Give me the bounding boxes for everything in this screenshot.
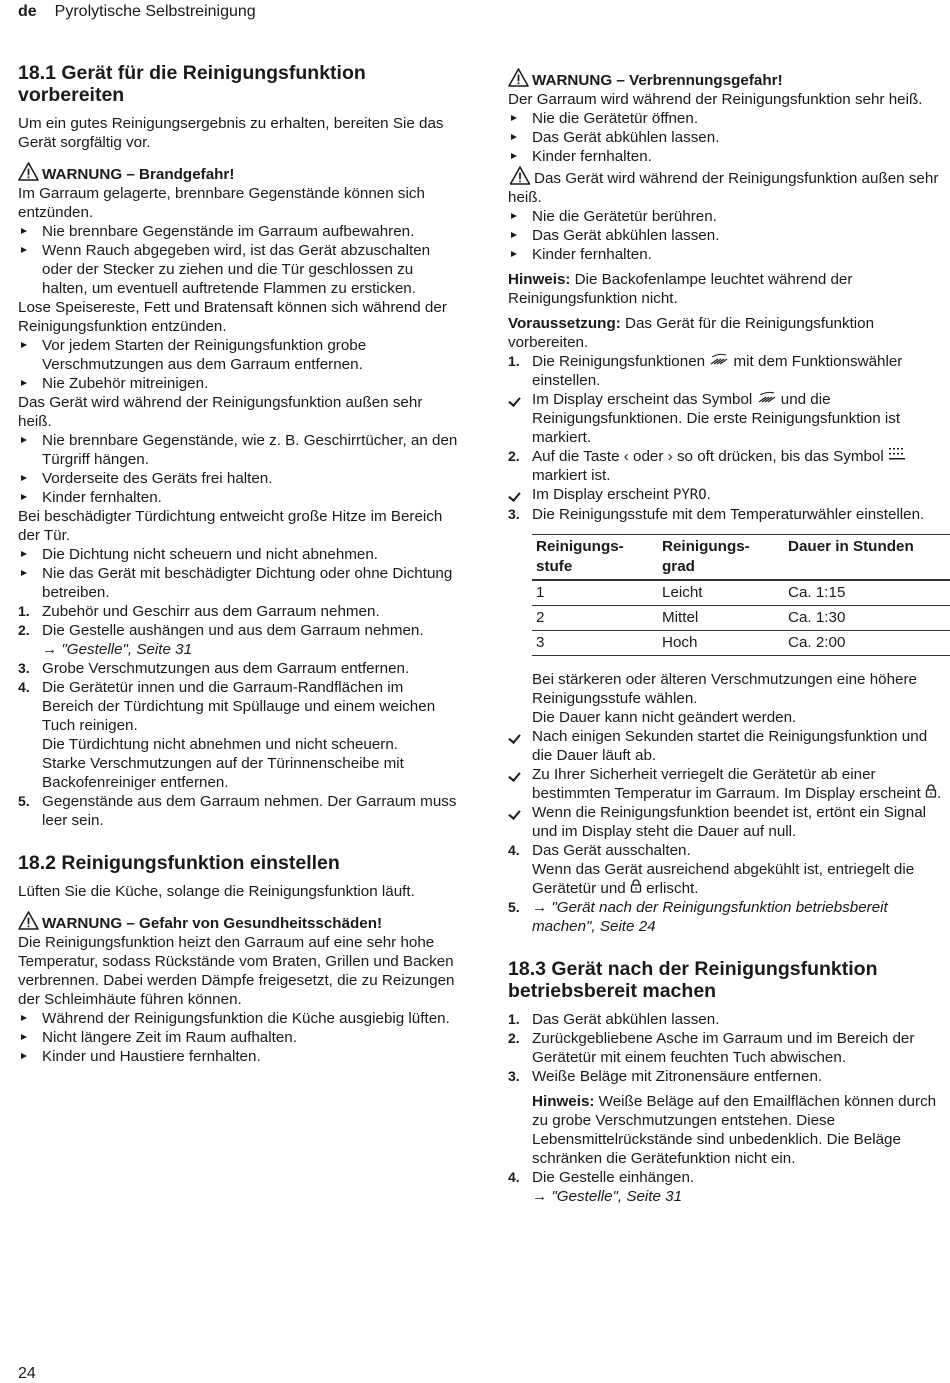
table-header: Reinigungs-stufe [532, 535, 658, 581]
right-arrow-key-icon: › [667, 448, 673, 465]
setting-steps-list [508, 447, 948, 485]
lock-icon [630, 879, 642, 893]
result-check: Wenn die Reinigungsfunktion beendet ist, ertönt ein Signal und im Display steht die Dauer auf null. [508, 803, 948, 841]
prep-steps-list [18, 602, 458, 830]
cross-reference-link[interactable]: → "Gerät nach der Reinigungsfunktion betriebsbereit machen", Seite 24 [532, 899, 888, 935]
warning-text: Der Garraum wird während der Reinigungsfunktion sehr heiß. [508, 91, 923, 108]
warning-triangle-icon [18, 911, 42, 930]
step-item: 2. Zurückgebliebene Asche im Garraum und im Bereich der Gerätetür mit einem feuchten Tuch abwischen. [508, 1030, 915, 1066]
bullet-list [18, 336, 458, 393]
list-item: Kinder fernhalten. [18, 488, 458, 507]
step-item: 4. Die Gerätetür innen und die Garraum-Randflächen im Bereich der Türdichtung mit Spüllauge und einem weichen Tuch reinigen. Die Türdichtung nicht abnehmen und nicht scheuern. Starke Verschmutzungen auf der Türinnenscheibe mit Backofenreiniger entfernen. [18, 679, 436, 791]
step-item: 4. Die Gestelle einhängen. → "Gestelle", Seite 31 [508, 1169, 695, 1205]
hint-note: Hinweis: Weiße Beläge auf den Emailflächen können durch zu grobe Verschmutzungen entstehen. Diese Lebensmittelrückstände sind unbedenklich. Die Beläge schränken die Gerätefunktion nicht ein. [532, 1093, 937, 1167]
lock-icon [925, 784, 937, 798]
warning-text: Lose Speisereste, Fett und Bratensaft können sich während der Reinigungsfunktion entzünden. [18, 299, 447, 335]
warning-text: Die Reinigungsfunktion heizt den Garraum auf eine sehr hohe Temperatur, sodass Rückstände vom Braten, Grillen und Backen verbrennen. Dabei werden Dämpfe freigesetzt, die zu Reizungen der Schleimhäute führen können. [18, 934, 455, 1008]
pyrolysis-icon [709, 352, 729, 366]
page-number: 24 [18, 1365, 36, 1382]
list-item: Vor jedem Starten der Reinigungsfunktion grobe Verschmutzungen aus dem Garraum entfernen. [18, 336, 458, 374]
list-item: Kinder fernhalten. [508, 245, 948, 264]
after-cleaning-steps-list [508, 1010, 948, 1206]
step-item: 5. → "Gerät nach der Reinigungsfunktion betriebsbereit machen", Seite 24 [508, 899, 888, 935]
step-item: 1. Das Gerät abkühlen lassen. [508, 1011, 720, 1028]
list-item: Das Gerät abkühlen lassen. [508, 226, 948, 245]
step-item: 3. Weiße Beläge mit Zitronensäure entfernen. Hinweis: Weiße Beläge auf den Emailflächen können durch zu grobe Verschmutzungen entstehen. Diese Lebensmittelrückstände sind unbedenklich. Die Beläge schränken die Gerätefunktion nicht ein. [508, 1067, 948, 1168]
pyro-grid-icon [888, 447, 906, 461]
left-arrow-key-icon: ‹ [623, 448, 629, 465]
list-item: Nie das Gerät mit beschädigter Dichtung oder ohne Dichtung betreiben. [18, 564, 458, 602]
section-18-3-title: 18.3 Gerät nach der Reinigungsfunktion betriebsbereit machen [508, 958, 878, 1002]
bullet-list [18, 545, 458, 602]
right-column [508, 62, 948, 1206]
step-item: 2. Die Gestelle aushängen und aus dem Garraum nehmen. → "Gestelle", Seite 31 [18, 622, 424, 658]
list-item: Das Gerät abkühlen lassen. [508, 128, 948, 147]
list-item: Nie die Gerätetür öffnen. [508, 109, 948, 128]
warning-triangle-icon [508, 68, 532, 87]
cleaning-level-table [532, 534, 950, 656]
result-check: Im Display erscheint PYRO. [508, 485, 948, 505]
left-column [18, 62, 458, 1066]
language-code: de [18, 3, 37, 20]
setting-steps-list [508, 841, 948, 936]
step-item: 5. Gegenstände aus dem Garraum nehmen. Der Garraum muss leer sein. [18, 793, 457, 829]
warning-text: Das Gerät wird während der Reinigungsfunktion außen sehr heiß. [18, 394, 423, 430]
bullet-list [508, 109, 948, 166]
bullet-list [18, 431, 458, 507]
health-warning-title: WARNUNG – Gefahr von Gesundheitsschäden! [18, 911, 458, 933]
fire-warning-title: WARNUNG – Brandgefahr! [18, 162, 458, 184]
bullet-list [508, 207, 948, 264]
pyro-display-text: PYRO [672, 487, 707, 503]
prerequisite-note: Voraussetzung: Das Gerät für die Reinigungsfunktion vorbereiten. [508, 315, 875, 351]
table-row: 2 Mittel Ca. 1:30 [532, 606, 950, 631]
list-item: Nie brennbare Gegenstände im Garraum aufbewahren. [18, 222, 458, 241]
bullet-list [18, 222, 458, 298]
setting-steps-list [508, 505, 948, 524]
list-item: Nie die Gerätetür berühren. [508, 207, 948, 226]
step-item: 1. Die Reinigungsfunktionen mit dem Funktionswähler einstellen. [508, 353, 903, 389]
step-item: 1. Zubehör und Geschirr aus dem Garraum nehmen. [18, 603, 380, 620]
page-header [18, 3, 256, 21]
list-item: Während der Reinigungsfunktion die Küche ausgiebig lüften. [18, 1009, 458, 1028]
list-item: Vorderseite des Geräts frei halten. [18, 469, 458, 488]
list-item: Nie Zubehör mitreinigen. [18, 374, 458, 393]
step-item: 4. Das Gerät ausschalten. Wenn das Gerät ausreichend abgekühlt ist, entriegelt die Gerätetür und erlischt. [508, 842, 915, 897]
chapter-title: Pyrolytische Selbstreinigung [54, 3, 256, 20]
hot-surface-icon [508, 166, 534, 185]
section-18-2-intro: Lüften Sie die Küche, solange die Reinigungsfunktion läuft. [18, 883, 415, 900]
table-note: Die Dauer kann nicht geändert werden. [532, 709, 797, 726]
section-18-2-title: 18.2 Reinigungsfunktion einstellen [18, 852, 340, 874]
warning-text: Bei beschädigter Türdichtung entweicht große Hitze im Bereich der Tür. [18, 508, 443, 544]
bullet-list [18, 1009, 458, 1066]
pyrolysis-icon [757, 390, 777, 404]
warning-text: Das Gerät wird während der Reinigungsfunktion außen sehr heiß. [508, 166, 948, 207]
table-header: Dauer in Stunden [784, 535, 950, 581]
step-item: 3. Die Reinigungsstufe mit dem Temperaturwähler einstellen. [508, 506, 925, 523]
step-item: 2. Auf die Taste ‹ oder › so oft drücken, bis das Symbol markiert ist. [508, 447, 948, 485]
section-18-1-intro: Um ein gutes Reinigungsergebnis zu erhalten, bereiten Sie das Gerät sorgfältig vor. [18, 115, 444, 151]
result-check: Nach einigen Sekunden startet die Reinigungsfunktion und die Dauer läuft ab. [508, 727, 948, 765]
burn-warning-title: WARNUNG – Verbrennungsgefahr! [508, 68, 948, 90]
list-item: Wenn Rauch abgegeben wird, ist das Gerät abzuschalten oder der Stecker zu ziehen und die Tür geschlossen zu halten, um eventuell auftretende Flammen zu ersticken. [18, 241, 458, 298]
list-item: Kinder und Haustiere fernhalten. [18, 1047, 458, 1066]
result-check: Im Display erscheint das Symbol und die Reinigungsfunktionen. Die erste Reinigungsfunktion ist markiert. [508, 390, 948, 447]
warning-text: Im Garraum gelagerte, brennbare Gegenstände können sich entzünden. [18, 185, 425, 221]
list-item: Die Dichtung nicht scheuern und nicht abnehmen. [18, 545, 458, 564]
hint-note: Hinweis: Die Backofenlampe leuchtet während der Reinigungsfunktion nicht. [508, 271, 853, 307]
table-row: 3 Hoch Ca. 2:00 [532, 631, 950, 656]
cross-reference-link[interactable]: → "Gestelle", Seite 31 [42, 641, 193, 658]
result-check: Zu Ihrer Sicherheit verriegelt die Gerätetür ab einer bestimmten Temperatur im Garraum. Im Display erscheint . [508, 765, 948, 803]
setting-steps-list [508, 352, 948, 390]
table-header: Reinigungs-grad [658, 535, 784, 581]
list-item: Kinder fernhalten. [508, 147, 948, 166]
list-item: Nicht längere Zeit im Raum aufhalten. [18, 1028, 458, 1047]
table-row: 1 Leicht Ca. 1:15 [532, 580, 950, 606]
cross-reference-link[interactable]: → "Gestelle", Seite 31 [532, 1188, 683, 1205]
section-18-1-title: 18.1 Gerät für die Reinigungsfunktion vorbereiten [18, 62, 366, 106]
list-item: Nie brennbare Gegenstände, wie z. B. Geschirrtücher, an den Türgriff hängen. [18, 431, 458, 469]
table-note: Bei stärkeren oder älteren Verschmutzungen eine höhere Reinigungsstufe wählen. [532, 671, 917, 707]
warning-triangle-icon [18, 162, 42, 181]
step-item: 3. Grobe Verschmutzungen aus dem Garraum entfernen. [18, 660, 410, 677]
